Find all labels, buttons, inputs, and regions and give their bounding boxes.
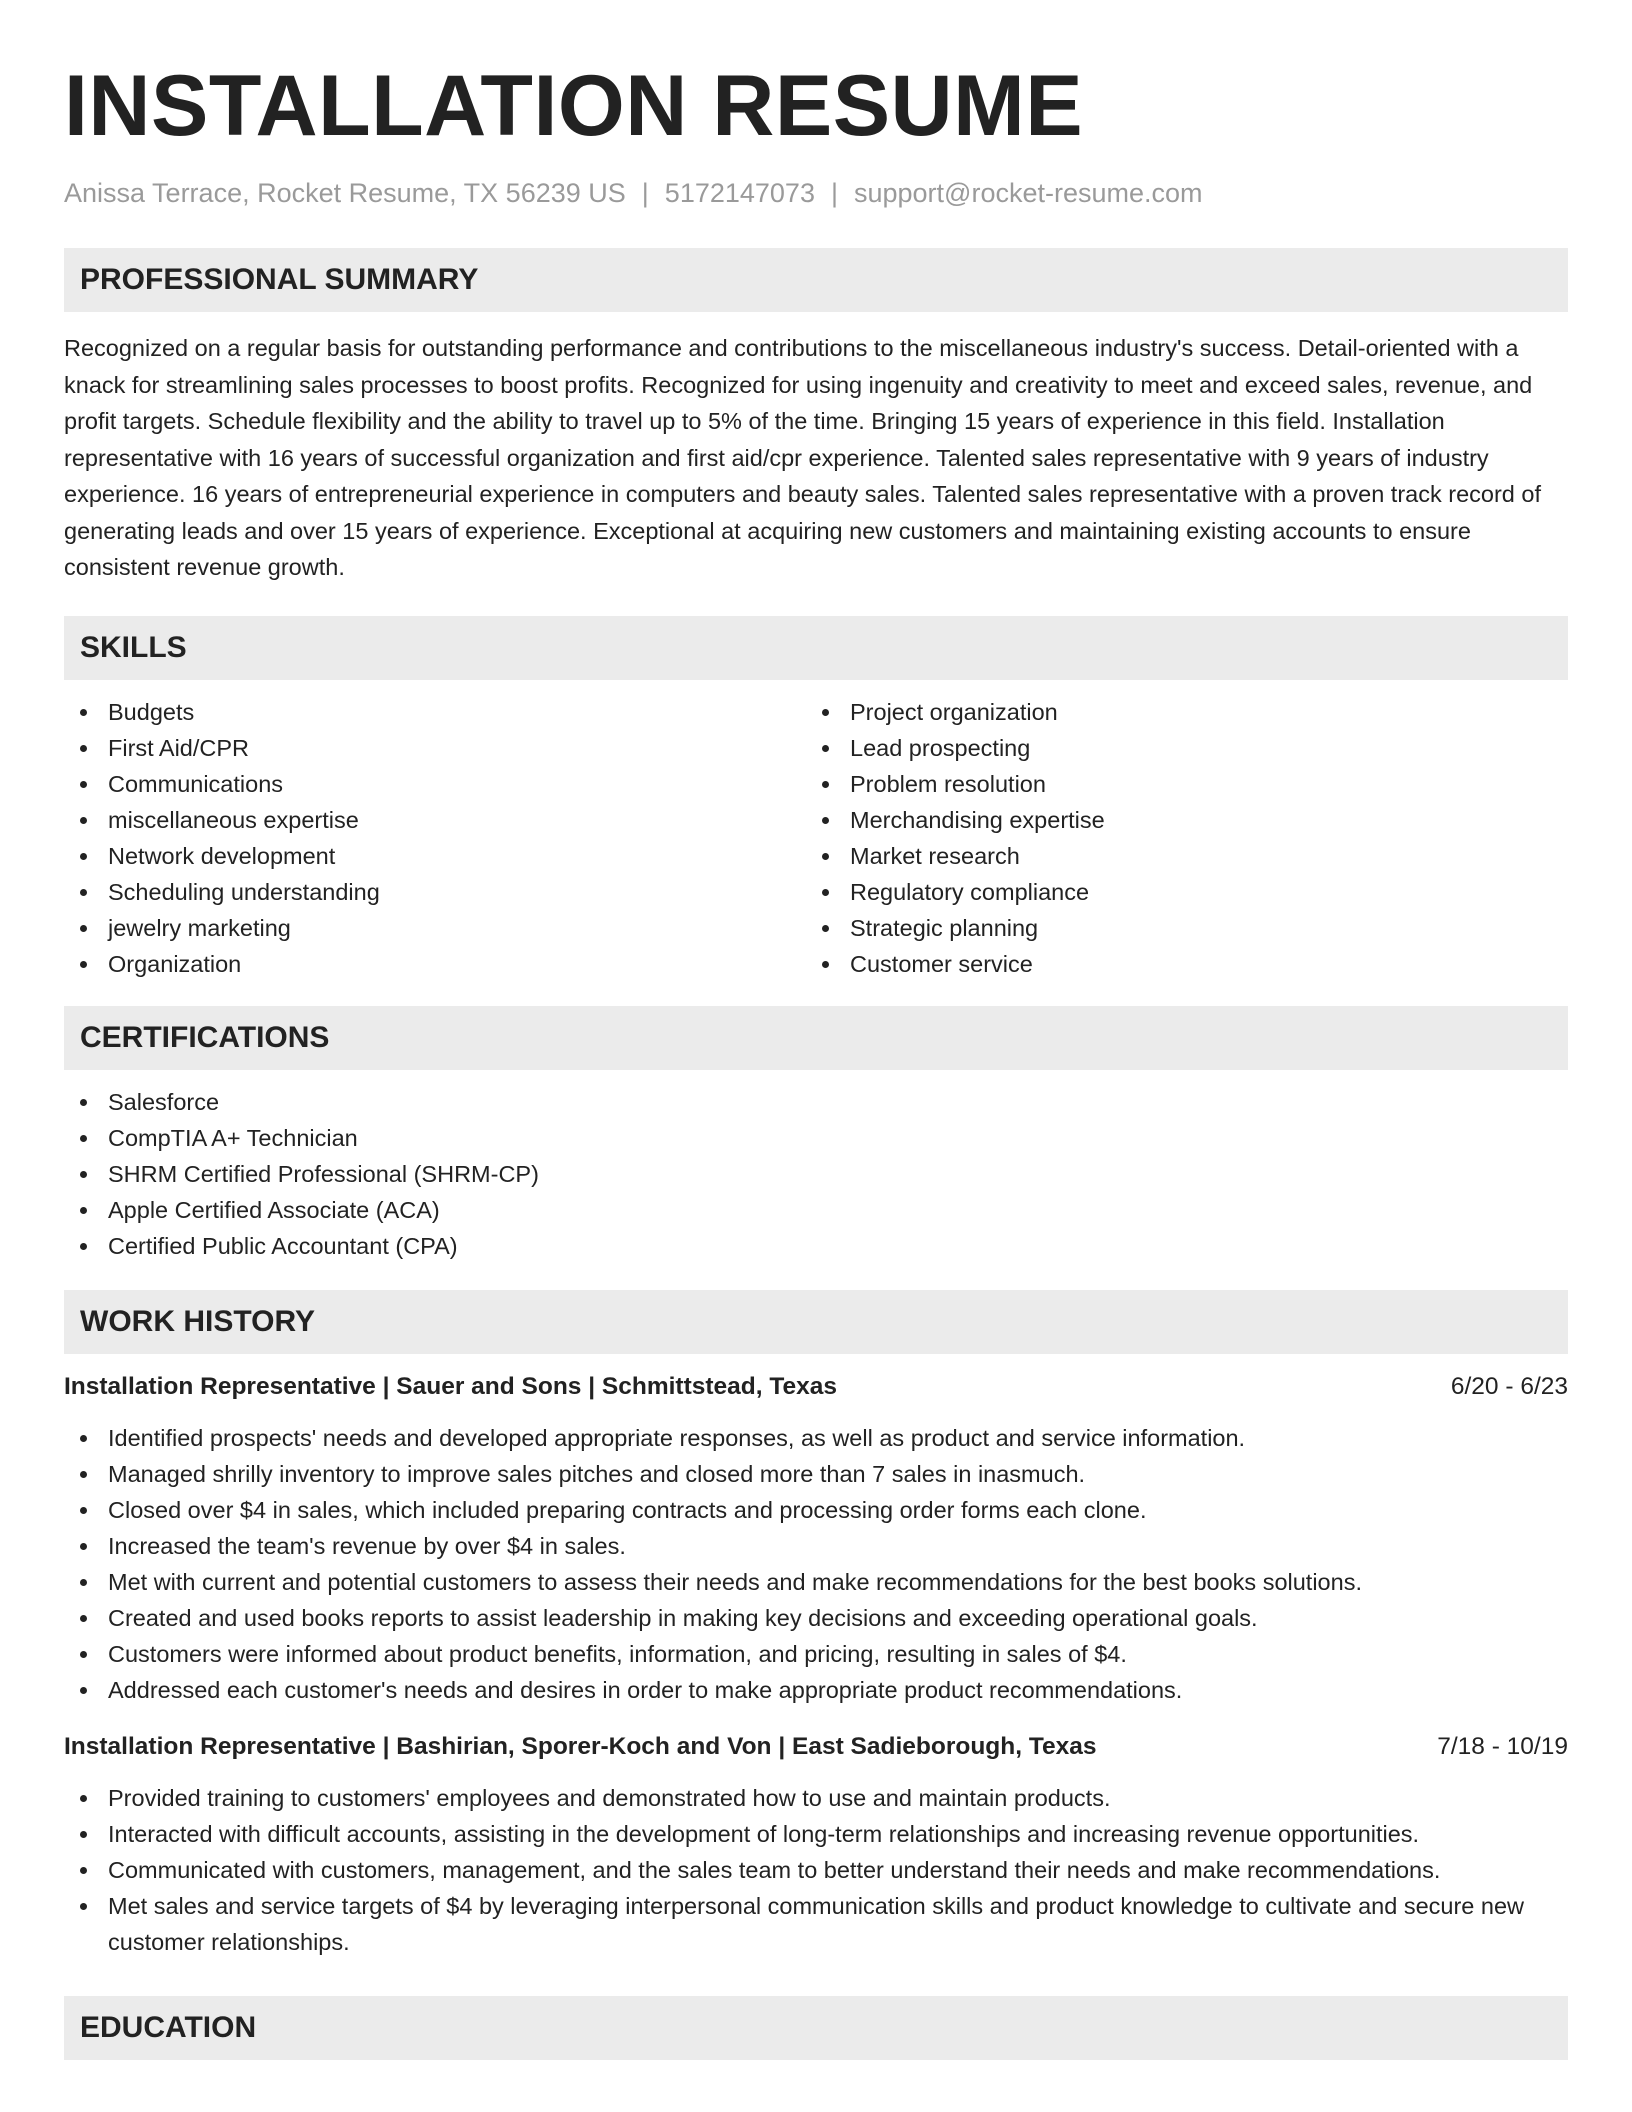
skill-item: Communications	[64, 766, 806, 802]
contact-phone: 5172147073	[664, 178, 815, 208]
job-bullet: Addressed each customer's needs and desires in order to make appropriate product recommendations.	[64, 1672, 1568, 1708]
job-bullets	[64, 1420, 1568, 1708]
education-heading: EDUCATION	[64, 1996, 1568, 2060]
certification-item: SHRM Certified Professional (SHRM-CP)	[64, 1156, 1568, 1192]
skill-item: jewelry marketing	[64, 910, 806, 946]
certification-item: Salesforce	[64, 1084, 1568, 1120]
skills-heading: SKILLS	[64, 616, 1568, 680]
skill-item: Strategic planning	[806, 910, 1548, 946]
job-bullet: Met with current and potential customers to assess their needs and make recommendations for the best books solutions.	[64, 1564, 1568, 1600]
job-bullet: Identified prospects' needs and developed appropriate responses, as well as product and service information.	[64, 1420, 1568, 1456]
skill-item: Project organization	[806, 694, 1548, 730]
job-bullet: Provided training to customers' employees and demonstrated how to use and maintain products.	[64, 1780, 1568, 1816]
skill-item: Scheduling understanding	[64, 874, 806, 910]
certification-item: Apple Certified Associate (ACA)	[64, 1192, 1568, 1228]
job-bullet: Created and used books reports to assist leadership in making key decisions and exceeding operational goals.	[64, 1600, 1568, 1636]
skill-item: Lead prospecting	[806, 730, 1548, 766]
job-title: Installation Representative | Bashirian, Sporer-Koch and Von | East Sadieborough, Texas	[64, 1732, 1097, 1760]
contact-separator: |	[830, 178, 838, 208]
contact-email: support@rocket-resume.com	[853, 178, 1203, 208]
skill-item: Market research	[806, 838, 1548, 874]
certification-item: Certified Public Accountant (CPA)	[64, 1228, 1568, 1264]
skill-item: First Aid/CPR	[64, 730, 806, 766]
job-bullet: Increased the team's revenue by over $4 in sales.	[64, 1528, 1568, 1564]
skills-columns	[64, 694, 1568, 982]
contact-separator: |	[641, 178, 649, 208]
job-bullet: Interacted with difficult accounts, assisting in the development of long-term relationships and increasing revenue opportunities.	[64, 1816, 1568, 1852]
job-bullets	[64, 1780, 1568, 1960]
skills-left-list	[64, 694, 806, 982]
skill-item: Customer service	[806, 946, 1548, 982]
job-bullet: Managed shrilly inventory to improve sales pitches and closed more than 7 sales in inasmuch.	[64, 1456, 1568, 1492]
summary-heading: PROFESSIONAL SUMMARY	[64, 248, 1568, 312]
summary-text: Recognized on a regular basis for outstanding performance and contributions to the miscellaneous industry's success. Detail-oriented with a knack for streamlining sales processes to boost profits. Recognized for using ingenuity and creativity to meet and exceed sales, revenue, and profit targets. Schedule flexibility and the ability to travel up to 5% of the time. Bringing 15 years of experience in this field. Installation representative with 16 years of successful organization and first aid/cpr experience. Talented sales representative with 9 years of industry experience. 16 years of entrepreneurial experience in computers and beauty sales. Talented sales representative with a proven track record of generating leads and over 15 years of experience. Exceptional at acquiring new customers and maintaining existing accounts to ensure consistent revenue growth.	[64, 335, 1541, 580]
certifications-list	[64, 1084, 1568, 1264]
certifications-heading: CERTIFICATIONS	[64, 1006, 1568, 1070]
skill-item: miscellaneous expertise	[64, 802, 806, 838]
contact-address: Anissa Terrace, Rocket Resume, TX 56239 US	[64, 178, 626, 208]
job-bullet: Communicated with customers, management, and the sales team to better understand their needs and make recommendations.	[64, 1852, 1568, 1888]
job-dates: 7/18 - 10/19	[1437, 1732, 1568, 1760]
job-header	[64, 1370, 1568, 1404]
certification-item: CompTIA A+ Technician	[64, 1120, 1568, 1156]
skill-item: Network development	[64, 838, 806, 874]
job-bullet: Closed over $4 in sales, which included preparing contracts and processing order forms each clone.	[64, 1492, 1568, 1528]
contact-line	[64, 176, 1568, 210]
skill-item: Budgets	[64, 694, 806, 730]
job-title: Installation Representative | Sauer and Sons | Schmittstead, Texas	[64, 1372, 837, 1400]
skill-item: Problem resolution	[806, 766, 1548, 802]
resume-title: INSTALLATION RESUME	[64, 58, 1084, 154]
job-bullet: Met sales and service targets of $4 by leveraging interpersonal communication skills and product knowledge to cultivate and secure new customer relationships.	[64, 1888, 1568, 1960]
skill-item: Regulatory compliance	[806, 874, 1548, 910]
skill-item: Merchandising expertise	[806, 802, 1548, 838]
job-entry	[64, 1370, 1568, 1708]
skills-right-list	[806, 694, 1548, 982]
job-dates: 6/20 - 6/23	[1450, 1372, 1568, 1400]
skill-item: Organization	[64, 946, 806, 982]
job-header	[64, 1730, 1568, 1764]
work-history-heading: WORK HISTORY	[64, 1290, 1568, 1354]
job-bullet: Customers were informed about product benefits, information, and pricing, resulting in sales of $4.	[64, 1636, 1568, 1672]
job-entry	[64, 1730, 1568, 1960]
